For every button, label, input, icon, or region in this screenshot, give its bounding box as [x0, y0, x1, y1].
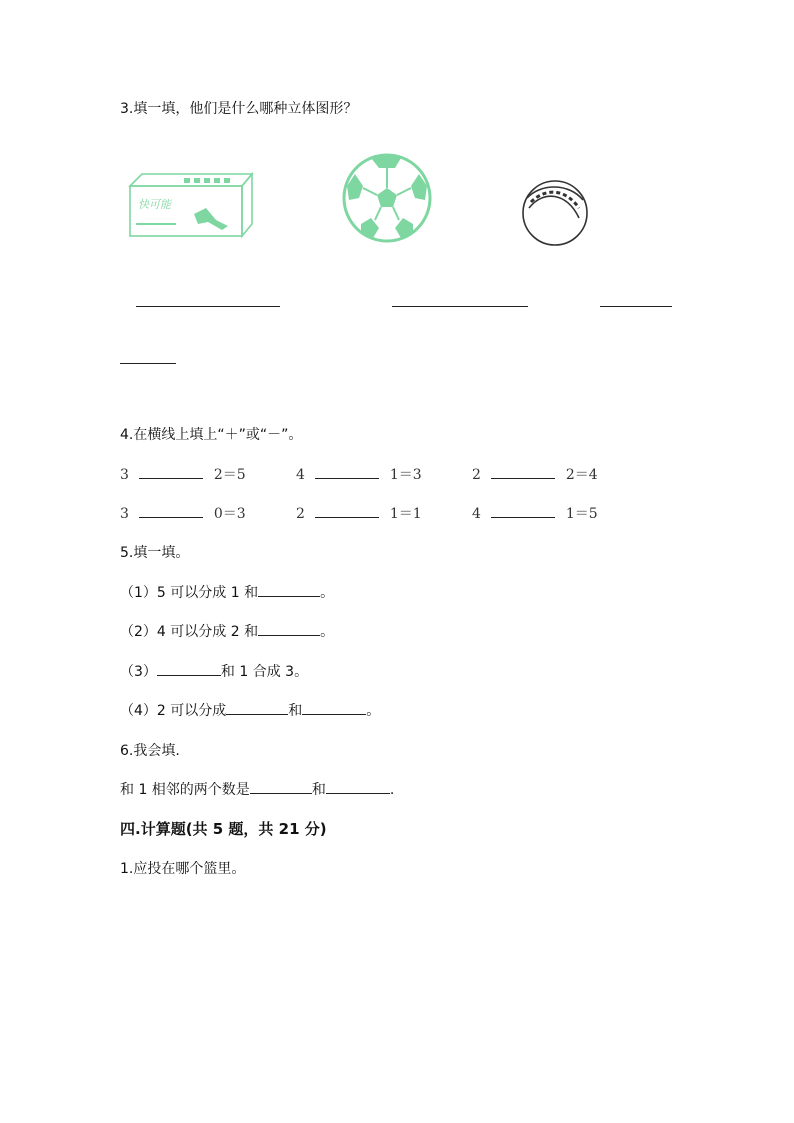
q5-item-1: [120, 582, 334, 602]
q4-item: [472, 503, 598, 523]
q4-operand: 4: [472, 506, 481, 522]
calc1-title: 1.应投在哪个篮里。: [120, 861, 246, 877]
q4-blank[interactable]: [315, 503, 379, 518]
q6-text: 和 1 相邻的两个数是: [120, 782, 250, 798]
q5-item-2: [120, 621, 334, 641]
q5-text: （4）2 可以分成: [120, 703, 227, 719]
q6-text: .: [389, 782, 395, 798]
q6-text: 和: [311, 782, 326, 798]
q5-text: 。: [320, 585, 335, 601]
answer-line-ball-cont[interactable]: [120, 363, 176, 364]
q5-item-3: [120, 661, 308, 681]
q6-blank[interactable]: [326, 779, 390, 794]
soccer-ball-image: [341, 152, 433, 244]
q6-title: 6.我会填.: [120, 743, 180, 759]
q4-item: [120, 503, 246, 523]
q4-blank[interactable]: [491, 503, 555, 518]
q5-blank[interactable]: [157, 661, 221, 676]
q5-blank[interactable]: [302, 700, 366, 715]
box-label: 快可能: [138, 198, 171, 211]
q5-text: （2）4 可以分成 2 和: [120, 624, 259, 640]
box-cuboid-image: [124, 168, 254, 240]
answer-line-soccer[interactable]: [392, 306, 528, 307]
q5-text: （1）5 可以分成 1 和: [120, 585, 259, 601]
q4-title: 4.在横线上填上“＋”或“－”。: [120, 427, 303, 443]
q5-text: 。: [320, 624, 335, 640]
q4-result: 0＝3: [213, 506, 246, 522]
q5-blank[interactable]: [258, 582, 320, 597]
q6-blank[interactable]: [250, 779, 312, 794]
answer-line-ball[interactable]: [600, 306, 672, 307]
q5-blank[interactable]: [258, 621, 320, 636]
q4-blank[interactable]: [315, 464, 379, 479]
q4-result: 2＝4: [565, 467, 598, 483]
q5-title: 5.填一填。: [120, 545, 190, 561]
q4-item: [472, 464, 598, 484]
q4-result: 1＝1: [389, 506, 422, 522]
q4-result: 1＝3: [389, 467, 422, 483]
q4-operand: 2: [472, 467, 481, 483]
q4-result: 2＝5: [213, 467, 246, 483]
q4-item: [120, 464, 246, 484]
q3-title: 3.填一填，他们是什么哪种立体图形？: [120, 101, 358, 117]
q5-text: 。: [366, 703, 381, 719]
q4-result: 1＝5: [565, 506, 598, 522]
q5-text: 和 1 合成 3。: [220, 664, 309, 680]
q5-text: （3）: [120, 664, 157, 680]
q4-item: [296, 464, 422, 484]
answer-line-box[interactable]: [136, 306, 280, 307]
q5-item-4: [120, 700, 380, 720]
q6-line: [120, 779, 394, 799]
q4-operand: 4: [296, 467, 305, 483]
q4-blank[interactable]: [139, 503, 203, 518]
ball-image: [521, 178, 591, 246]
q4-operand: 3: [120, 506, 129, 522]
section-title: 四.计算题(共 5 题，共 21 分): [120, 820, 327, 838]
q4-operand: 3: [120, 467, 129, 483]
q4-blank[interactable]: [139, 464, 203, 479]
q5-text: 和: [288, 703, 303, 719]
q4-item: [296, 503, 422, 523]
q5-blank[interactable]: [226, 700, 288, 715]
q4-blank[interactable]: [491, 464, 555, 479]
q4-operand: 2: [296, 506, 305, 522]
